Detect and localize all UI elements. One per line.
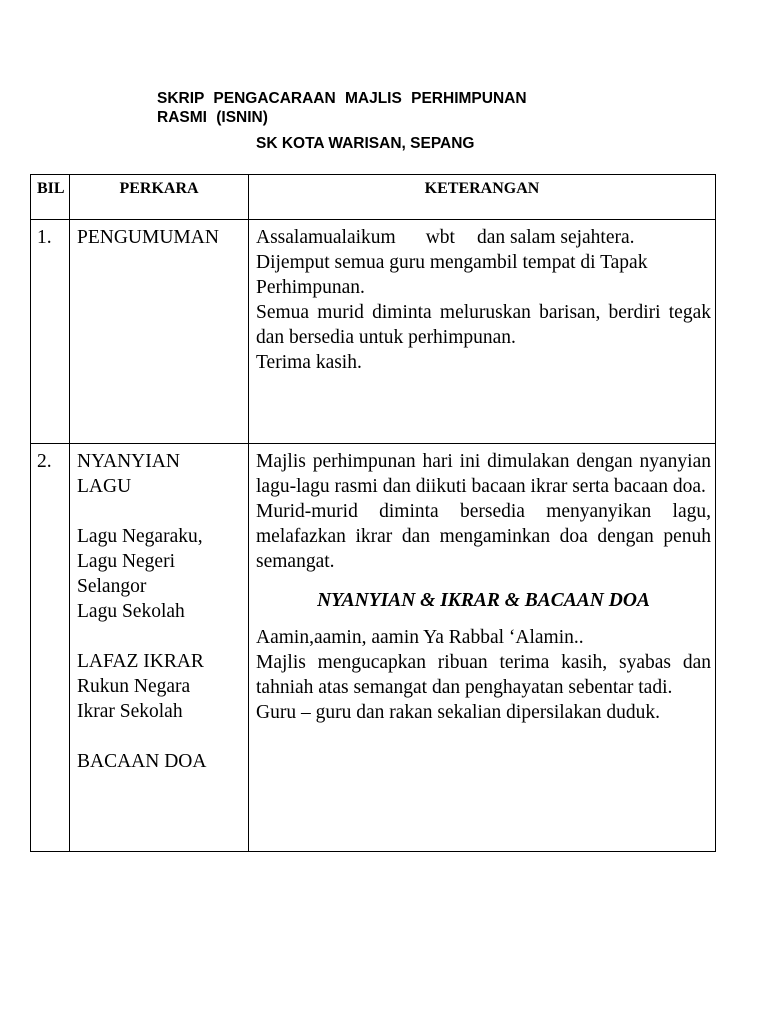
document-title xyxy=(157,89,617,127)
column-header-bil: BIL xyxy=(31,175,70,220)
row-number: 1. xyxy=(31,220,70,444)
greeting-wbt: wbt xyxy=(425,227,455,248)
perkara-item: Lagu Sekolah xyxy=(77,601,185,622)
keterangan-cell xyxy=(249,220,716,444)
perkara-heading: NYANYIAN xyxy=(77,451,180,472)
emphasis-heading: NYANYIAN & IKRAR & BACAAN DOA xyxy=(317,590,650,611)
keterangan-paragraph: Guru – guru dan rakan sekalian dipersilakan duduk. xyxy=(256,702,660,723)
keterangan-paragraph: Dijemput semua guru mengambil tempat di Tapak Perhimpunan. xyxy=(256,252,648,298)
perkara-item: PENGUMUMAN xyxy=(77,227,219,248)
keterangan-paragraph: Semua murid diminta meluruskan barisan, berdiri tegak dan bersedia untuk perhimpunan. xyxy=(256,302,711,348)
school-name: SK KOTA WARISAN, SEPANG xyxy=(256,135,475,152)
greeting-salam: Assalamualaikum xyxy=(256,227,396,248)
greeting-line xyxy=(256,225,711,250)
column-header-perkara: PERKARA xyxy=(70,175,249,220)
script-table xyxy=(30,174,716,852)
table-row xyxy=(31,444,716,852)
perkara-item: Ikrar Sekolah xyxy=(77,701,183,722)
row-number: 2. xyxy=(31,444,70,852)
perkara-item: Lagu Negaraku, xyxy=(77,526,203,547)
title-line-2: RASMI (ISNIN) xyxy=(157,109,268,126)
perkara-item: BACAAN DOA xyxy=(77,751,207,772)
perkara-heading: LAGU xyxy=(77,476,132,497)
perkara-item: Rukun Negara xyxy=(77,676,191,697)
title-line-1: SKRIP PENGACARAAN MAJLIS PERHIMPUNAN xyxy=(157,90,527,107)
perkara-item: Lagu Negeri xyxy=(77,551,175,572)
keterangan-paragraph: Terima kasih. xyxy=(256,352,362,373)
perkara-cell xyxy=(70,220,249,444)
keterangan-paragraph: Murid-murid diminta bersedia menyanyikan lagu, melafazkan ikrar dan mengaminkan doa dengan penuh semangat. xyxy=(256,501,711,572)
keterangan-paragraph: Majlis perhimpunan hari ini dimulakan dengan nyanyian lagu-lagu rasmi dan diikuti bacaan ikrar serta bacaan doa. xyxy=(256,451,711,497)
greeting-sejahtera: dan salam sejahtera. xyxy=(476,227,635,248)
table-header-row xyxy=(31,175,716,220)
perkara-item: LAFAZ IKRAR xyxy=(77,651,204,672)
keterangan-cell xyxy=(249,444,716,852)
keterangan-paragraph: Aamin,aamin, aamin Ya Rabbal ‘Alamin.. xyxy=(256,627,584,648)
table-row xyxy=(31,220,716,444)
keterangan-paragraph: Majlis mengucapkan ribuan terima kasih, syabas dan tahniah atas semangat dan penghayatan sebentar tadi. xyxy=(256,652,711,698)
perkara-cell xyxy=(70,444,249,852)
column-header-keterangan: KETERANGAN xyxy=(249,175,716,220)
perkara-item: Selangor xyxy=(77,576,147,597)
